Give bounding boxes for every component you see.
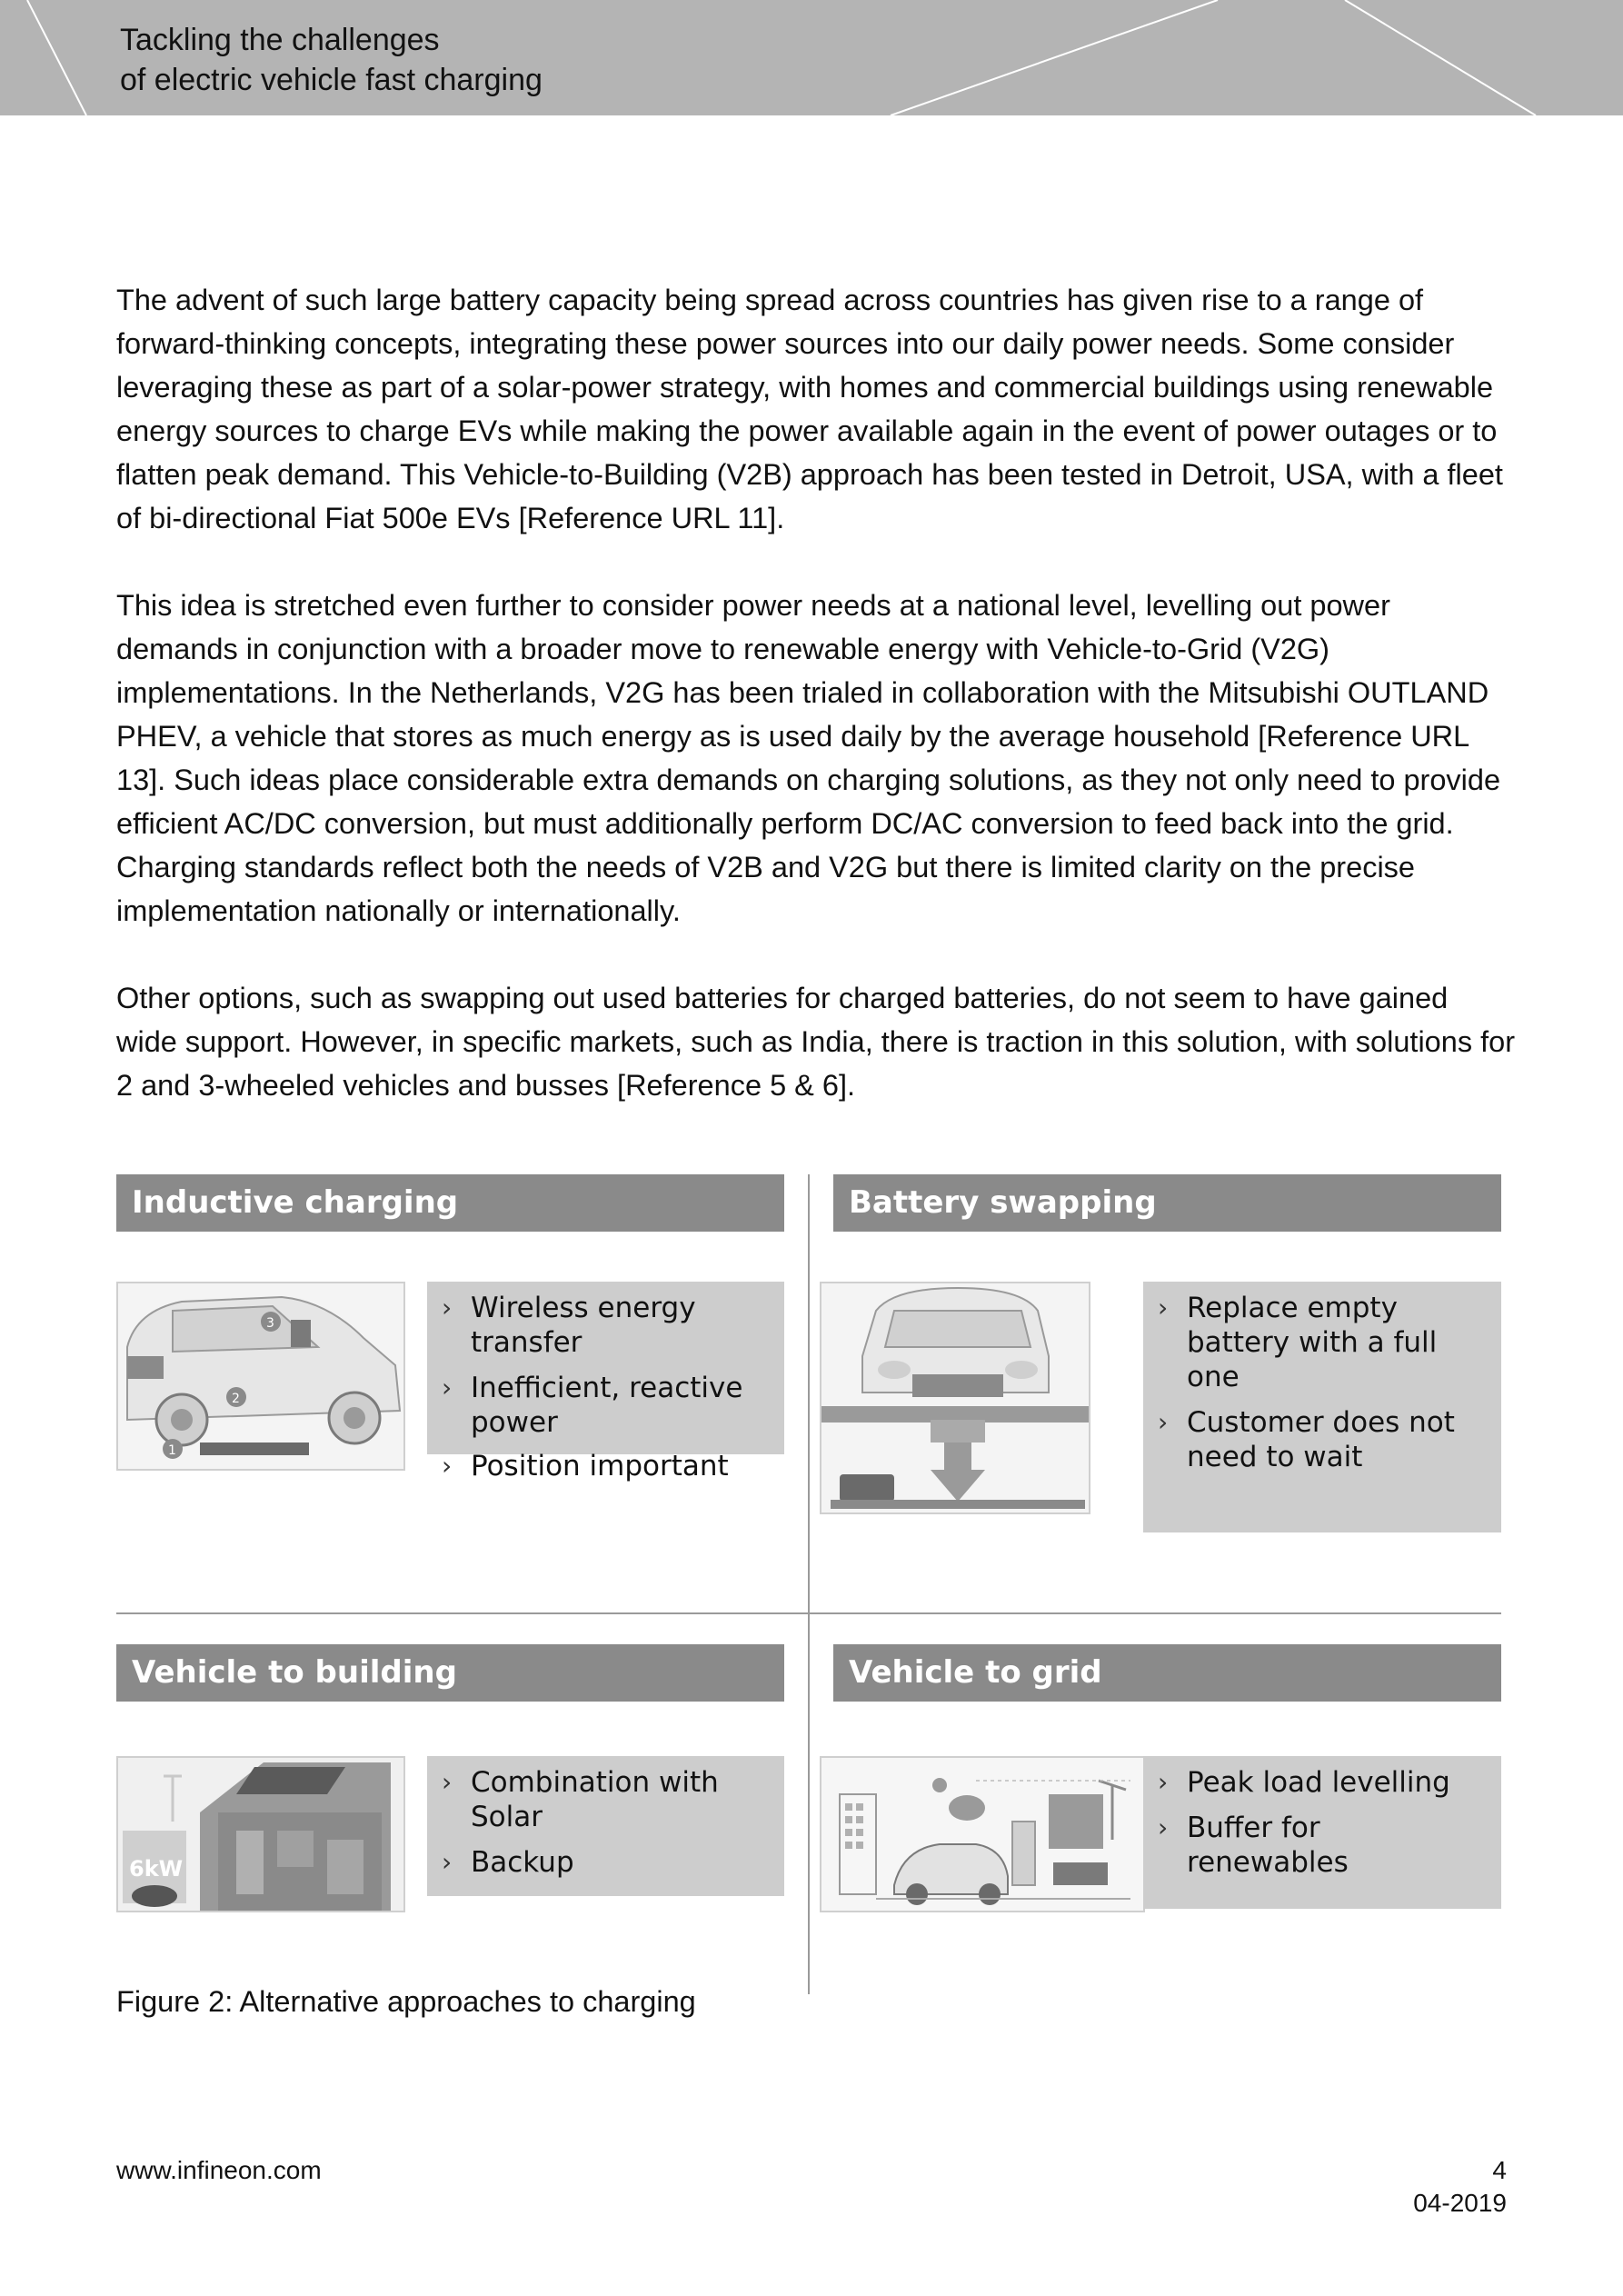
panel-title-vehicle-to-grid: Vehicle to grid: [833, 1644, 1501, 1702]
document-title-line1: Tackling the challenges: [120, 23, 440, 57]
bullet-item: › Combination with Solar: [442, 1766, 719, 1833]
page-number: 4: [1492, 2156, 1507, 2184]
power-label-6kw: 6kW: [129, 1856, 184, 1882]
chevron-right-icon: ›: [442, 1767, 453, 1797]
bullet-item: › Position important: [442, 1450, 729, 1482]
paragraph-battery-swap: Other options, such as swapping out used batteries for charged batteries, do not seem to have gained wide support. However, in specific markets, such as India, there is traction in this solution, with solutions for 2 and 3-wheeled vehicles and busses [Reference 5 & 6].: [116, 982, 1516, 1102]
vehicle-to-building-illustration: [116, 1756, 405, 1912]
bullets-inductive-charging: [427, 1282, 784, 1482]
document-title-line2: of electric vehicle fast charging: [120, 63, 543, 97]
step-label-2: 2: [232, 1392, 240, 1406]
figure-caption: Figure 2: Alternative approaches to charging: [116, 1985, 696, 2018]
document-date: 04-2019: [1413, 2189, 1507, 2217]
house-solar-icon: [118, 1758, 403, 1911]
panel-title-battery-swapping: Battery swapping: [833, 1174, 1501, 1232]
bullets-vehicle-to-grid: [1143, 1756, 1501, 1909]
chevron-right-icon: ›: [442, 1373, 453, 1403]
chevron-right-icon: ›: [442, 1293, 453, 1323]
battery-swapping-illustration: [820, 1282, 1090, 1514]
bullet-item: › Backup: [442, 1846, 574, 1879]
chevron-right-icon: ›: [1158, 1293, 1169, 1323]
chevron-right-icon: ›: [1158, 1407, 1169, 1437]
chevron-right-icon: ›: [1158, 1812, 1169, 1842]
figure-horizontal-divider: [116, 1612, 1501, 1614]
footer-website: www.infineon.com: [116, 2156, 322, 2184]
bullet-item: › Peak load levelling: [1158, 1766, 1450, 1799]
chevron-right-icon: ›: [442, 1451, 453, 1481]
panel-title-inductive-charging: Inductive charging: [116, 1174, 784, 1232]
bullets-battery-swapping: [1143, 1282, 1501, 1532]
bullet-item: › Replace empty battery with a full one: [1158, 1292, 1438, 1393]
bullets-vehicle-to-building: [427, 1756, 784, 1896]
figure-vertical-divider: [808, 1174, 810, 1994]
bullet-item: › Buffer for renewables: [1158, 1812, 1349, 1879]
document-title: [120, 20, 543, 100]
paragraph-v2b: The advent of such large battery capacity being spread across countries has given rise to a range of forward-thinking concepts, integrating these power sources into our daily power needs. Some consider leveraging these as part of a solar-power strategy, with homes and commercial buildings using renewable energy sources to charge EVs while making the power available again in the event of power outages or to flatten peak demand. This Vehicle-to-Building (V2B) approach has been tested in Detroit, USA, with a fleet of bi-directional Fiat 500e EVs [Reference URL 11].: [116, 284, 1503, 534]
inductive-charging-illustration: [116, 1282, 405, 1471]
chevron-right-icon: ›: [1158, 1767, 1169, 1797]
chevron-right-icon: ›: [442, 1847, 453, 1877]
bullet-item: › Wireless energy transfer: [442, 1292, 696, 1359]
footer-page-info: [1413, 2154, 1507, 2220]
header-band: [0, 0, 1623, 115]
grid-network-icon: [821, 1758, 1143, 1911]
car-wireless-charging-icon: [118, 1283, 403, 1469]
bullet-item: › Customer does not need to wait: [1158, 1406, 1455, 1473]
body-text: [116, 278, 1516, 1151]
step-label-3: 3: [266, 1316, 274, 1331]
panel-title-vehicle-to-building: Vehicle to building: [116, 1644, 784, 1702]
bullet-item: › Inefficient, reactive power: [442, 1372, 743, 1439]
paragraph-v2g: This idea is stretched even further to consider power needs at a national level, levelling out power demands in conjunction with a broader move to renewable energy with Vehicle-to-Grid (V2G) implementations. In the Netherlands, V2G has been trialed in collaboration with the Mitsubishi OUTLAND PHEV, a vehicle that stores as much energy as is used daily by the average household [Reference URL 13]. Such ideas place considerable extra demands on charging solutions, as they not only need to provide efficient AC/DC conversion, but must additionally perform DC/AC conversion to feed back into the grid. Charging standards reflect both the needs of V2B and V2G but there is limited clarity on the precise implementation nationally or internationally.: [116, 589, 1501, 927]
step-label-1: 1: [168, 1443, 176, 1458]
battery-swap-station-icon: [821, 1283, 1089, 1512]
vehicle-to-grid-illustration: [820, 1756, 1145, 1912]
